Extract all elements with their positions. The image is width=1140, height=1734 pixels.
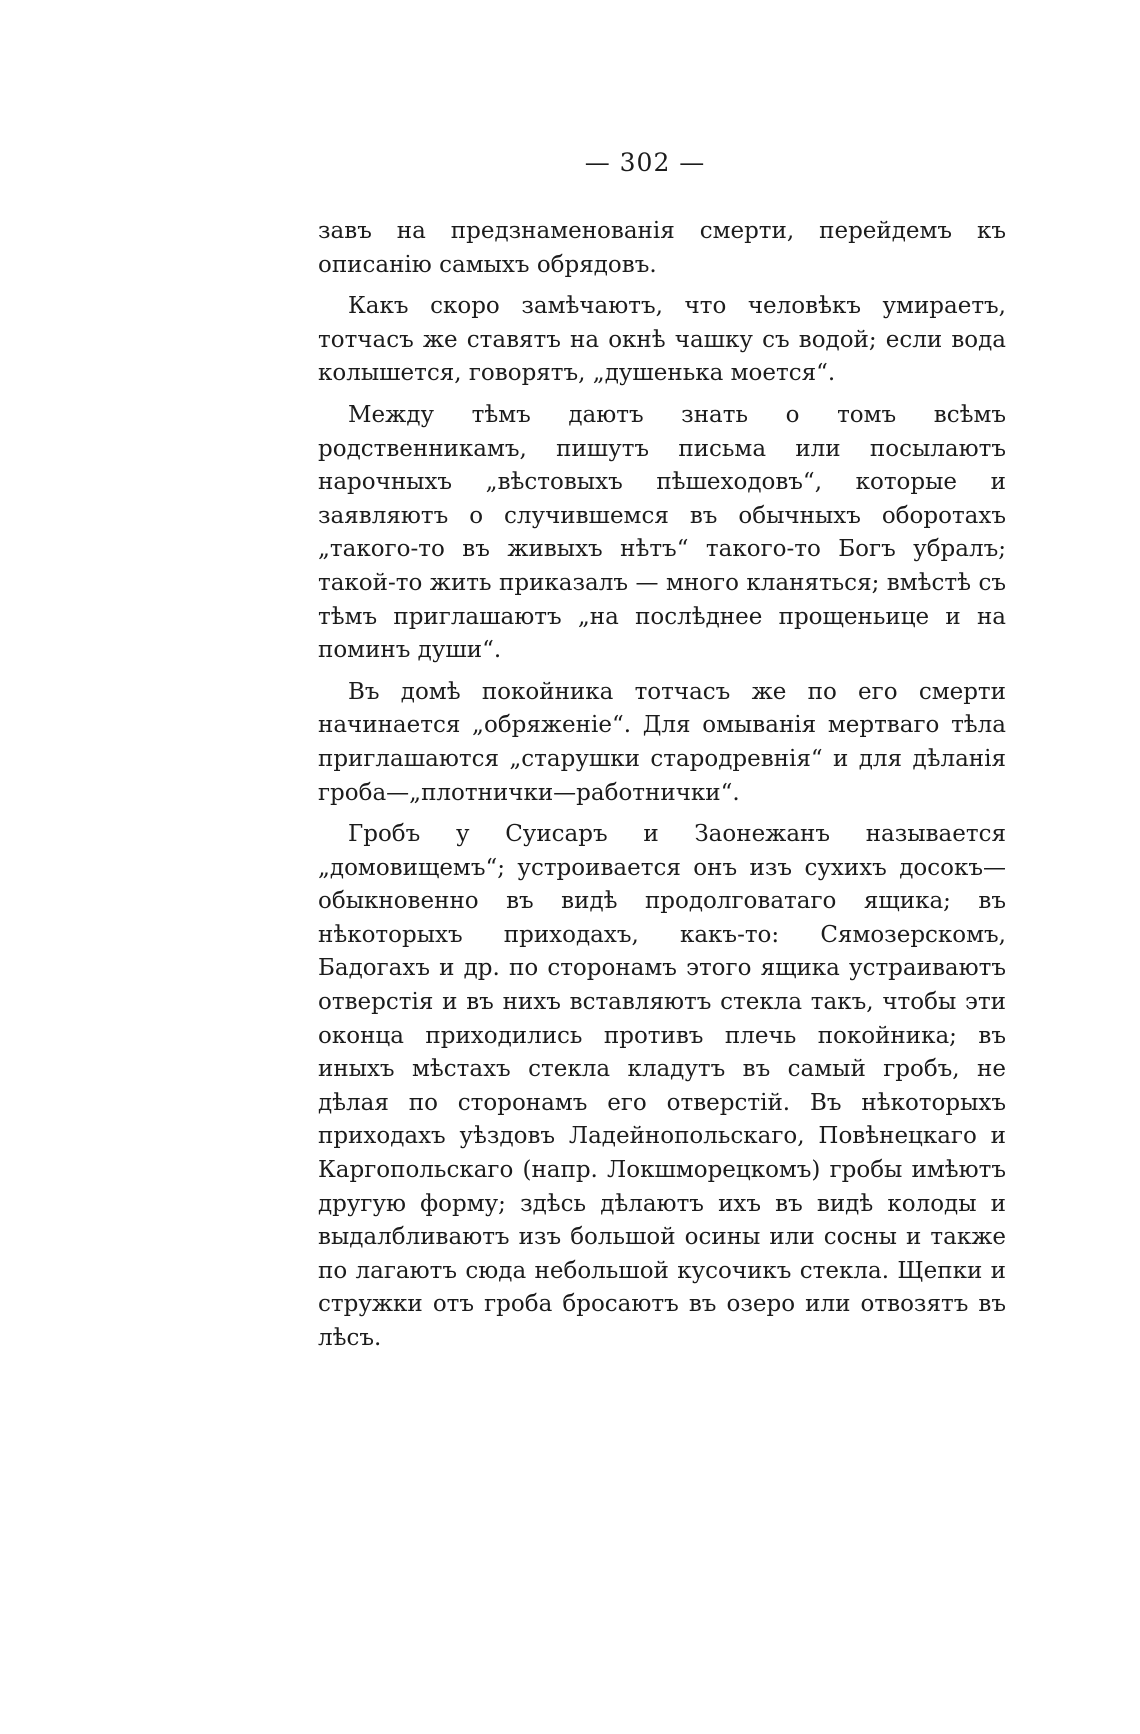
paragraph-4: Въ домѣ покойника тотчасъ же по его смерти начинается „обряженіе“. Для омыванія мертваго тѣла приглашаются „старушки стародревнія“ и для дѣланія гроба—„плотнички—работнички“.	[318, 678, 1006, 806]
paragraph-1: завъ на предзнаменованія смерти, перейдемъ къ описанію самыхъ обрядовъ.	[318, 218, 1006, 278]
paragraph-3: Между тѣмъ даютъ знать о томъ всѣмъ родственникамъ, пишутъ письма или посылаютъ нарочныхъ „вѣстовыхъ пѣшеходовъ“, которые и заявляютъ о случившемся въ обычныхъ оборотахъ „такого-то въ живыхъ нѣтъ“ такого-то Богъ убралъ; такой-то жить приказалъ — много кланяться; вмѣстѣ съ тѣмъ приглашаютъ „на послѣднее прощеньице и на поминъ души“.	[318, 401, 1006, 664]
body-text	[318, 215, 1006, 1364]
page-number: — 302 —	[584, 148, 706, 177]
paragraph-5: Гробъ у Суисаръ и Заонежанъ называется „домовищемъ“; устроивается онъ изъ сухихъ досокъ—обыкновенно въ видѣ продолговатаго ящика; въ нѣкоторыхъ приходахъ, какъ-то: Сямозерскомъ, Бадогахъ и др. по сторонамъ этого ящика устраиваютъ отверстія и въ нихъ вставляютъ стекла такъ, чтобы эти оконца приходились противъ плечь покойника; въ иныхъ мѣстахъ стекла кладутъ въ самый гробъ, не дѣлая по сторонамъ его отверстій. Въ нѣкоторыхъ приходахъ уѣздовъ Ладейнопольскаго, Повѣнецкаго и Каргопольскаго (напр. Локшморецкомъ) гробы имѣютъ другую форму; здѣсь дѣлаютъ ихъ въ видѣ колоды и выдалбливаютъ изъ большой осины или сосны и также по лагаютъ сюда небольшой кусочикъ стекла. Щепки и стружки отъ гроба бросаютъ въ озеро или отвозятъ въ лѣсъ.	[318, 821, 1006, 1351]
paragraph-2: Какъ скоро замѣчаютъ, что человѣкъ умираетъ, тотчасъ же ставятъ на окнѣ чашку съ водой; если вода колышется, говорятъ, „душенька моется“.	[318, 293, 1006, 387]
